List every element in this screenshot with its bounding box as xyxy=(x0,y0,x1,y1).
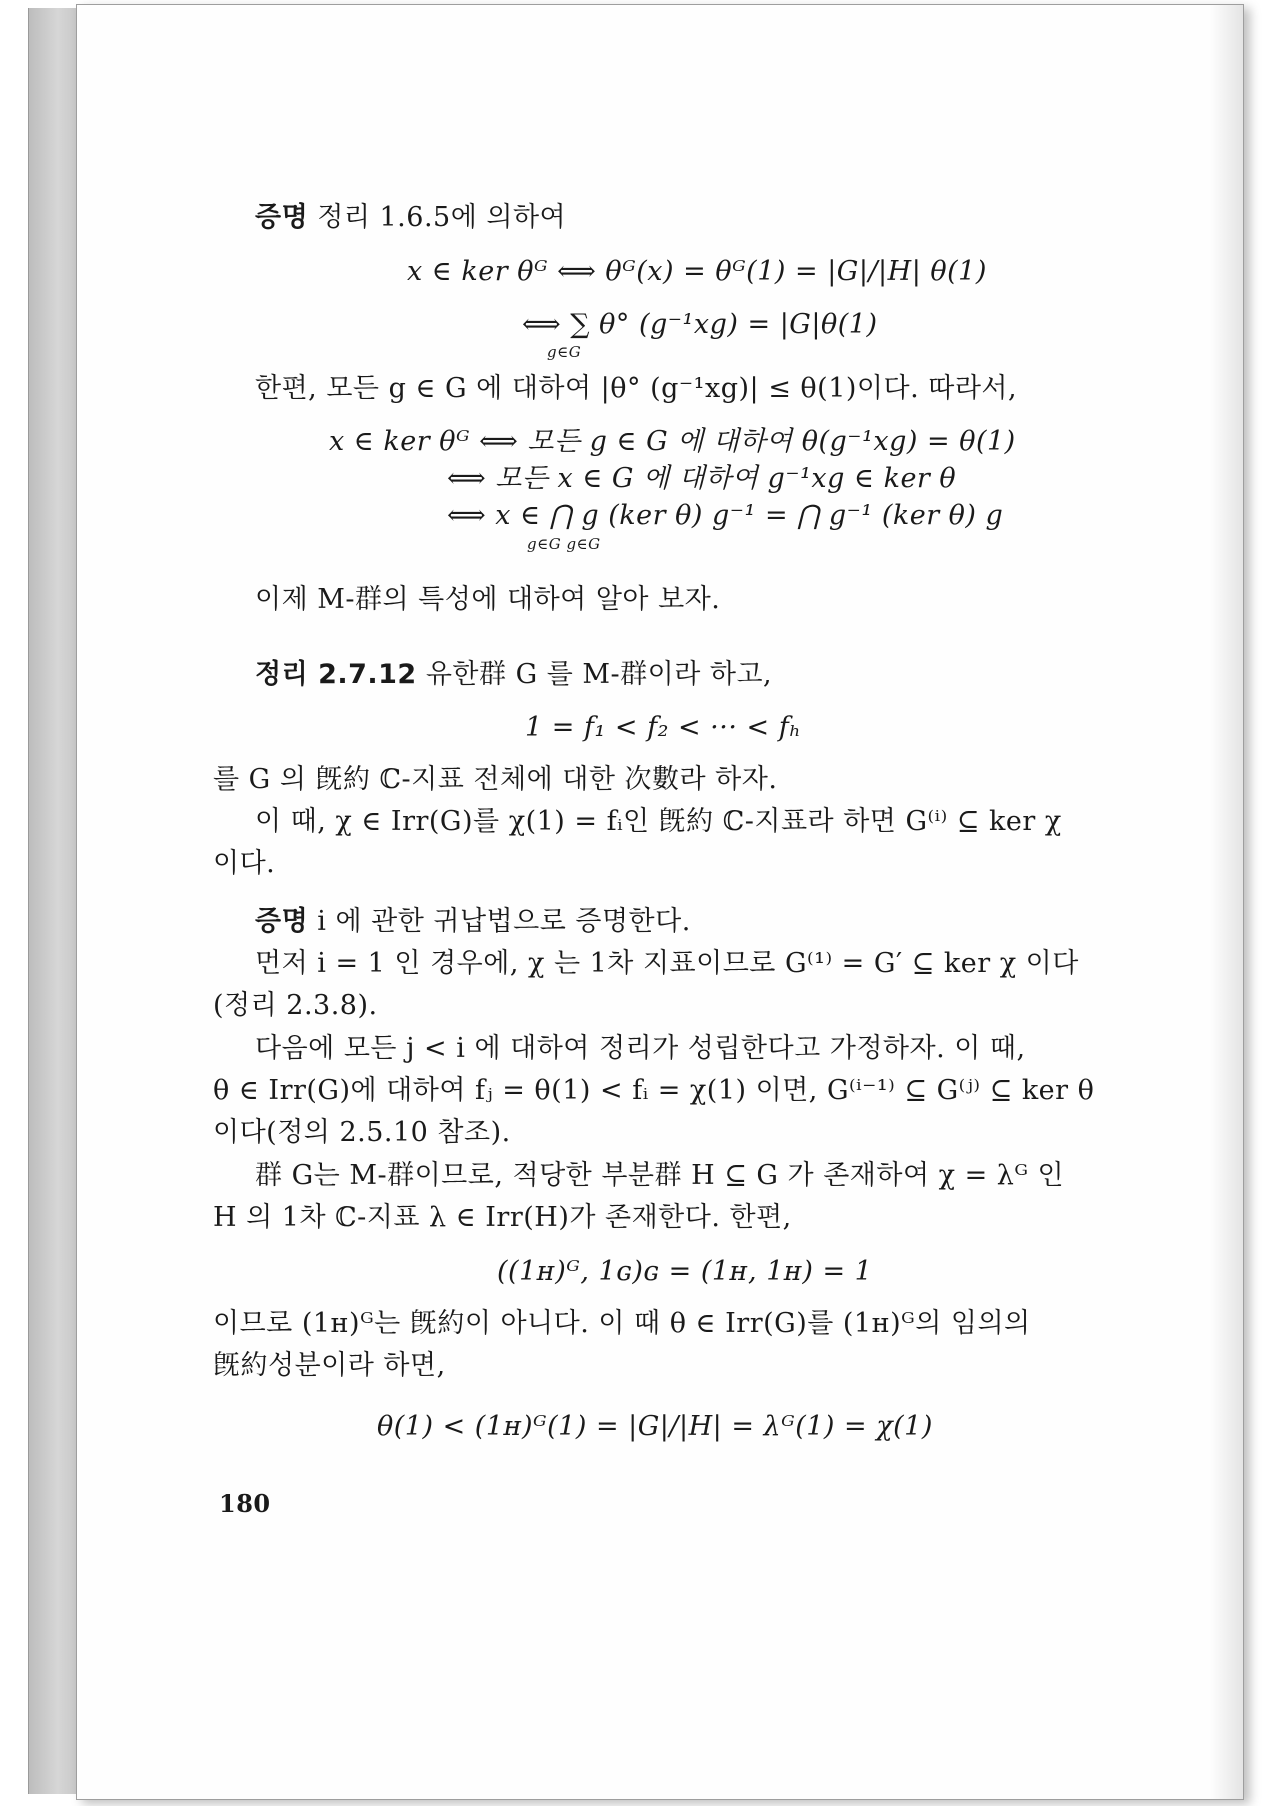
text-line-theta: θ ∈ Irr(G)에 대하여 fⱼ = θ(1) < fᵢ = χ(1) 이면, G⁽ⁱ⁻¹⁾ ⊆ G⁽ʲ⁾ ⊆ ker θ xyxy=(213,1075,1095,1106)
text-line-ref-2-5-10: 이다(정의 2.5.10 참조). xyxy=(213,1117,511,1148)
text-line-component: 旣約성분이라 하면, xyxy=(213,1350,446,1381)
text-line-degrees: 를 G 의 旣約 ℂ-지표 전체에 대한 次數라 하자. xyxy=(213,764,778,795)
proof-2-intro: 증명 i 에 관한 귀납법으로 증명한다. xyxy=(255,906,691,937)
theorem-intro: 정리 2.7.12 유한群 G 를 M-群이라 하고, xyxy=(255,659,773,690)
text-line-linear-character: H 의 1차 ℂ-지표 λ ∈ Irr(H)가 존재한다. 한편, xyxy=(213,1202,792,1233)
text-line-theorem-claim: 이 때, χ ∈ Irr(G)를 χ(1) = fᵢ인 旣約 ℂ-지표라 하면 G⁽ⁱ⁾ ⊆ ker χ xyxy=(255,806,1062,837)
equation-4: ⟺ 모든 x ∈ G 에 대하여 g⁻¹xg ∈ ker θ xyxy=(447,463,957,494)
theorem-heading: 정리 2.7.12 xyxy=(255,659,417,690)
equation-2-sum-index: g∈G xyxy=(547,343,582,361)
equation-2: ⟺ ∑ θ° (g⁻¹xg) = |G|θ(1) xyxy=(522,309,878,340)
proof-heading-2: 증명 xyxy=(255,906,309,937)
text-line-ref-2-3-8: (정리 2.3.8). xyxy=(213,990,378,1021)
equation-3: x ∈ ker θᴳ ⟺ 모든 g ∈ G 에 대하여 θ(g⁻¹xg) = θ(1) xyxy=(329,426,1016,457)
equation-1: x ∈ ker θᴳ ⟺ θᴳ(x) = θᴳ(1) = |G|/|H| θ(1) xyxy=(407,256,987,287)
text-line-m-group: 이제 M-群의 특성에 대하여 알아 보자. xyxy=(255,584,721,615)
text-line-theorem-end: 이다. xyxy=(213,848,276,879)
proof-1-intro: 증명 정리 1.6.5에 의하여 xyxy=(255,202,567,233)
text-line-not-irreducible: 이므로 (1ʜ)ᴳ는 旣約이 아니다. 이 때 θ ∈ Irr(G)를 (1ʜ)ᴳ의 임의의 xyxy=(213,1308,1031,1339)
equation-final: θ(1) < (1ʜ)ᴳ(1) = |G|/|H| = λᴳ(1) = χ(1) xyxy=(377,1411,933,1442)
equation-inner-product: ((1ʜ)ᴳ, 1ɢ)ɢ = (1ʜ, 1ʜ) = 1 xyxy=(497,1256,873,1287)
text-line-induction: 다음에 모든 j < i 에 대하여 정리가 성립한다고 가정하자. 이 때, xyxy=(255,1033,1026,1064)
equation-5-index: g∈G g∈G xyxy=(527,535,601,553)
text-line-base-case: 먼저 i = 1 인 경우에, χ 는 1차 지표이므로 G⁽¹⁾ = G′ ⊆ ker χ 이다 xyxy=(255,948,1079,979)
text-line-m-group-subgroup: 群 G는 M-群이므로, 적당한 부분群 H ⊆ G 가 존재하여 χ = λᴳ 인 xyxy=(255,1160,1065,1191)
book-spine xyxy=(28,8,77,1794)
book-page xyxy=(76,4,1244,1800)
text-line-since: 한편, 모든 g ∈ G 에 대하여 |θ° (g⁻¹xg)| ≤ θ(1)이다. 따라서, xyxy=(255,373,1018,404)
equation-5: ⟺ x ∈ ⋂ g (ker θ) g⁻¹ = ⋂ g⁻¹ (ker θ) g xyxy=(447,500,1004,531)
proof-heading: 증명 xyxy=(255,202,309,233)
degree-sequence: 1 = f₁ < f₂ < ··· < fₕ xyxy=(525,712,802,743)
page-shadow xyxy=(1209,5,1243,1799)
page-number: 180 xyxy=(219,1489,271,1518)
